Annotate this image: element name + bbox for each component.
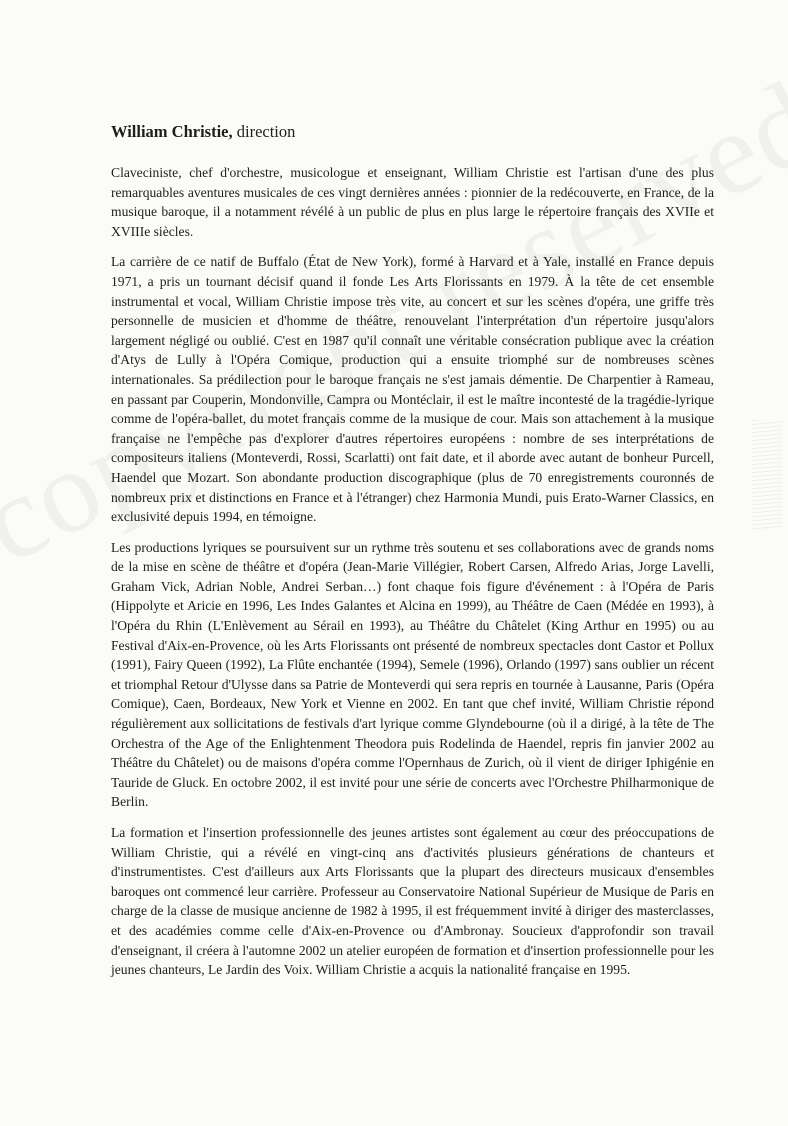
paragraph-intro: Claveciniste, chef d'orchestre, musicologue et enseignant, William Christie est l'artisan d'une des plus remarquables aventures musicales de ces vingt dernières années : pionnier de la redécouverte, en France, de la musique baroque, il a notamment révélé à un public de plus en plus large le répertoire français des XVIIe et XVIIIe siècles.: [111, 165, 714, 239]
biography-heading: [111, 119, 714, 145]
biography-text: [111, 119, 714, 991]
paragraph-career: La carrière de ce natif de Buffalo (État de New York), formé à Harvard et à Yale, installé en France depuis 1971, a pris un tournant décisif quand il fonde Les Arts Florissants en 1979. À la tête de cet ensemble instrumental et vocal, William Christie impose très vite, au concert et sur les scènes d'opéra, une griffe très personnelle de musicien et d'homme de théâtre, renouvelant l'interprétation d'un répertoire jusqu'alors largement négligé ou oublié. C'est en 1987 qu'il connaît une véritable consécration publique avec la création d'Atys de Lully à l'Opéra Comique, production qui a ensuite triomphé sur de nombreuses scènes internationales. Sa prédilection pour le baroque français ne s'est jamais démentie. De Charpentier à Rameau, en passant par Couperin, Mondonville, Campra ou Montéclair, il est le maître incontesté de la tragédie-lyrique comme de l'opéra-ballet, du motet français comme de la musique de cour. Mais son attachement à la musique française ne l'empêche pas d'explorer d'autres répertoires européens : nombre de ses interprétations de compositeurs italiens (Monteverdi, Rossi, Scarlatti) ont fait date, et il aborde avec autant de bonheur Purcell, Haendel que Mozart. Son abondante production discographique (plus de 70 enregistrements couronnés de nombreux prix et distinctions en France et à l'étranger) chez Harmonia Mundi, puis Erato-Warner Classics, en exclusivité depuis 1994, en témoigne.: [111, 254, 714, 525]
paragraph-teaching: La formation et l'insertion professionnelle des jeunes artistes sont également au cœur des préoccupations de William Christie, qui a révélé en vingt-cinq ans d'activités plusieurs générations de chanteurs et d'instrumentistes. C'est d'ailleurs aux Arts Florissants que la plupart des directeurs musicaux d'ensembles baroques ont commencé leur carrière. Professeur au Conservatoire National Supérieur de Musique de Paris en charge de la classe de musique ancienne de 1982 à 1995, il est fréquemment invité à diriger des masterclasses, et des académies comme celle d'Aix-en-Provence ou d'Ambronay. Soucieux d'approfondir son travail d'enseignant, il créera à l'automne 2002 un atelier européen de formation et d'insertion professionnelle pour les jeunes chanteurs, Le Jardin des Voix. William Christie a acquis la nationalité française en 1995.: [111, 825, 714, 978]
page-edge-mark: [752, 420, 782, 530]
artist-name: William Christie,: [111, 122, 233, 141]
paragraph-productions: Les productions lyriques se poursuivent sur un rythme très soutenu et ses collaborations avec de grands noms de la mise en scène de théâtre et d'opéra (Jean-Marie Villégier, Robert Carsen, Alfredo Arias, Jorge Lavelli, Graham Vick, Adrian Noble, Andrei Serban…) font chaque fois figure d'événement : à l'Opéra de Paris (Hippolyte et Aricie en 1996, Les Indes Galantes et Alcina en 1999), au Théâtre de Caen (Médée en 1993), à l'Opéra du Rhin (L'Enlèvement au Sérail en 1993), au Théâtre du Châtelet (King Arthur en 1995) ou au Festival d'Aix-en-Provence, où les Arts Florissants ont présenté de nombreux spectacles dont Castor et Pollux (1991), Fairy Queen (1992), La Flûte enchantée (1994), Semele (1996), Orlando (1997) sans oublier un récent et triomphal Retour d'Ulysse dans sa Patrie de Monteverdi qui sera repris en tournée à Lausanne, Paris (Opéra Comique), Caen, Bordeaux, New York et Vienne en 2002. En tant que chef invité, William Christie répond régulièrement aux sollicitations de festivals d'art lyrique comme Glyndebourne (où il a dirigé, à la tête de The Orchestra of the Age of the Enlightenment Theodora puis Rodelinda de Haendel, repris fin janvier 2002 au Théâtre du Châtelet) ou de maisons d'opéra comme l'Opernhaus de Zurich, où il vient de diriger Iphigénie en Tauride de Gluck. En octobre 2002, il est invité pour une série de concerts avec l'Orchestre Philharmonique de Berlin.: [111, 539, 714, 810]
artist-role: direction: [236, 122, 296, 141]
